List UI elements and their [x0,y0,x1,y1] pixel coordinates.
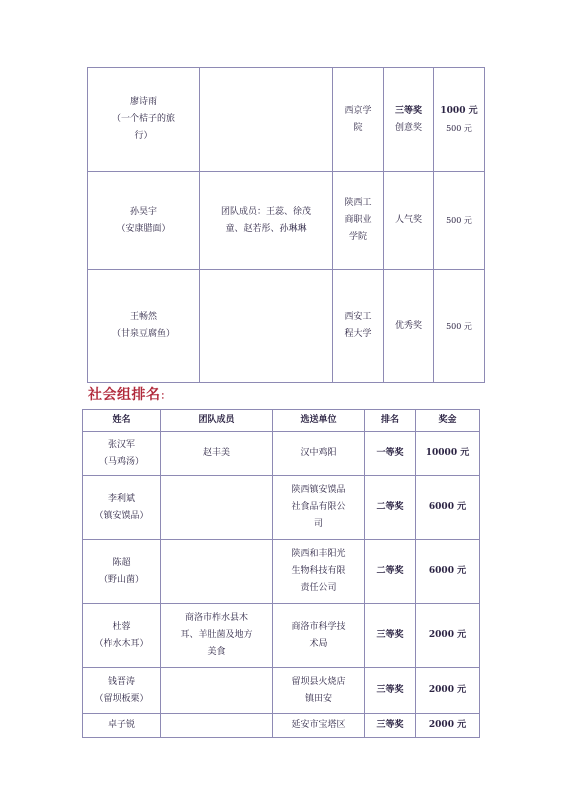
members-cell [161,714,273,738]
prize-cell: 2000 元 [416,714,480,738]
prize-cell: 6000 元 [416,540,480,604]
unit-cell: 留坝县火烧店 镇田安 [273,668,365,714]
prize-cell: 2000 元 [416,604,480,668]
name-cell: 廖诗雨 （一个桔子的旅 行） [88,68,200,172]
name-cell: 钱晋涛 （留坝板栗） [83,668,161,714]
name-cell: 张汉军 （马鸡汤） [83,432,161,476]
header-rank: 排名 [365,410,416,432]
unit-cell: 陕西镇安馍品 社食品有限公 司 [273,476,365,540]
members-cell: 赵丰美 [161,432,273,476]
section-title: 社会组排名： [88,387,171,403]
name-cell: 李利斌 （镇安馍品） [83,476,161,540]
table-row [83,668,480,714]
members-cell [161,668,273,714]
header-prize: 奖金 [416,410,480,432]
rank-cell: 三等奖 [365,604,416,668]
rank-cell: 二等奖 [365,476,416,540]
table-row [83,432,480,476]
table-row [83,540,480,604]
rank-cell: 二等奖 [365,540,416,604]
prize-cell: 6000 元 [416,476,480,540]
members-cell [200,68,333,172]
rank-cell: 三等奖 [365,714,416,738]
section-title-colon: ： [160,391,171,402]
rank-cell: 三等奖 创意奖 [384,68,434,172]
table-row [88,68,485,172]
table-row [83,476,480,540]
rank-cell: 人气奖 [384,172,434,270]
name-cell: 卓子锐 [83,714,161,738]
members-cell [200,270,333,383]
unit-cell: 西京学 院 [333,68,384,172]
members-cell: 团队成员：王蕊、徐茂 童、赵若彤、孙琳琳 [200,172,333,270]
name-cell: 孙昊宇 （安康腊面） [88,172,200,270]
table-row [83,604,480,668]
header-members: 团队成员 [161,410,273,432]
name-cell: 陈超 （野山菌） [83,540,161,604]
table-header-row [83,410,480,432]
unit-cell: 延安市宝塔区 [273,714,365,738]
table-row [83,714,480,738]
prize-cell: 500 元 [434,172,485,270]
header-name: 姓名 [83,410,161,432]
prize-cell: 10000 元 [416,432,480,476]
rank-cell: 三等奖 [365,668,416,714]
name-cell: 杜蓉 （柞水木耳） [83,604,161,668]
social-results-table [82,409,480,738]
student-results-table [87,67,485,383]
prize-cell: 1000 元 500 元 [434,68,485,172]
rank-cell: 一等奖 [365,432,416,476]
unit-cell: 陕西和丰阳光 生物科技有限 责任公司 [273,540,365,604]
members-cell [161,476,273,540]
table-row [88,172,485,270]
unit-cell: 陕西工 商职业 学院 [333,172,384,270]
prize-cell: 2000 元 [416,668,480,714]
prize-cell: 500 元 [434,270,485,383]
unit-cell: 西安工 程大学 [333,270,384,383]
rank-cell: 优秀奖 [384,270,434,383]
name-cell: 王畅然 （甘泉豆腐鱼） [88,270,200,383]
members-cell [161,540,273,604]
members-cell: 商洛市柞水县木 耳、羊肚菌及地方 美食 [161,604,273,668]
unit-cell: 商洛市科学技 术局 [273,604,365,668]
header-unit: 选送单位 [273,410,365,432]
unit-cell: 汉中鸡阳 [273,432,365,476]
table-row [88,270,485,383]
